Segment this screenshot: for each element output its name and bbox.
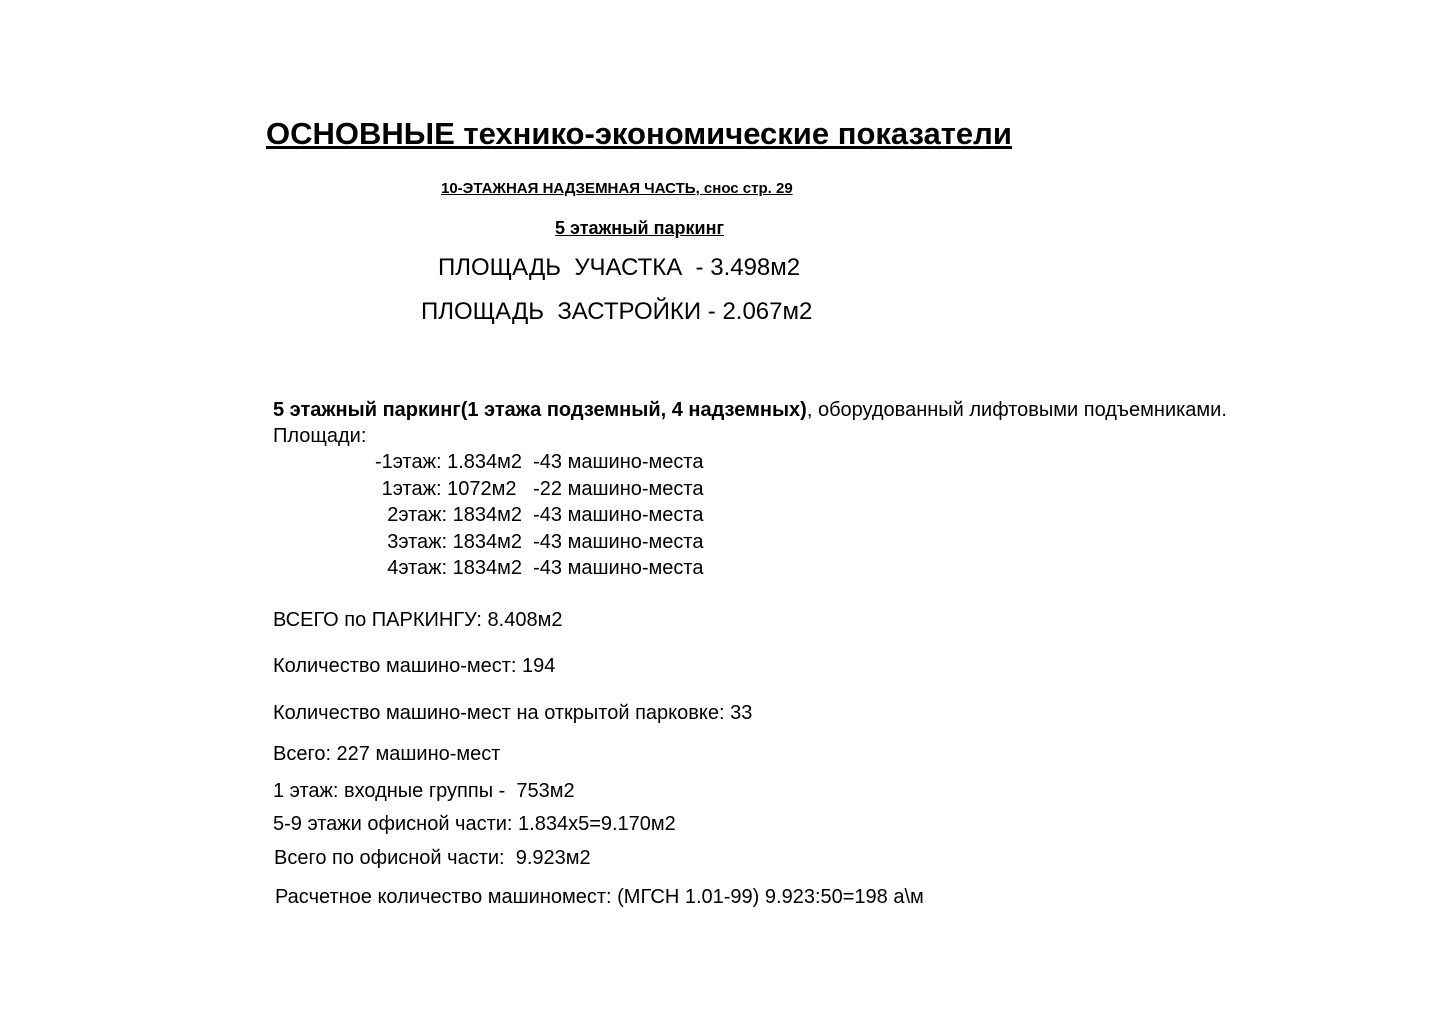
floor-row: 4этаж: 1834м2 -43 машино-места	[376, 557, 704, 579]
total-parking-area: ВСЕГО по ПАРКИНГУ: 8.408м2	[273, 609, 563, 631]
office-total-area: Всего по офисной части: 9.923м2	[274, 847, 591, 869]
floor-row: 1этаж: 1072м2 -22 машино-места	[376, 477, 704, 500]
total-spaces: Всего: 227 машино-мест	[273, 743, 501, 765]
parking-description-bold: 5 этажный паркинг(1 этажа подземный, 4 надземных)	[273, 399, 807, 421]
site-area: ПЛОЩАДЬ УЧАСТКА - 3.498м2	[438, 254, 801, 281]
floor-list	[375, 449, 703, 582]
parking-description-rest: , оборудованный лифтовыми подъемниками.	[806, 399, 1227, 421]
subtitle: 10-ЭТАЖНАЯ НАДЗЕМНАЯ ЧАСТЬ, снос стр. 29	[441, 180, 793, 197]
floor-row: -1этаж: 1.834м2 -43 машино-места	[375, 451, 704, 473]
parking-description	[273, 397, 1227, 449]
office-floors-area: 5-9 этажи офисной части: 1.834х5=9.170м2	[273, 813, 676, 835]
entrance-groups-area: 1 этаж: входные группы - 753м2	[273, 780, 575, 802]
parking-spaces-count: Количество машино-мест: 194	[273, 655, 556, 677]
calculated-spaces: Расчетное количество машиномест: (МГСН 1.01-99) 9.923:50=198 а\м	[275, 886, 924, 908]
open-parking-spaces: Количество машино-мест на открытой парковке: 33	[273, 702, 753, 724]
floor-row: 2этаж: 1834м2 -43 машино-места	[376, 504, 704, 526]
building-area: ПЛОЩАДЬ ЗАСТРОЙКИ - 2.067м2	[421, 298, 813, 325]
page-title: ОСНОВНЫЕ технико-экономические показатели	[266, 116, 1012, 151]
floor-row: 3этаж: 1834м2 -43 машино-места	[376, 530, 704, 553]
parking-heading: 5 этажный паркинг	[555, 218, 724, 238]
areas-label: Площади:	[273, 425, 367, 447]
